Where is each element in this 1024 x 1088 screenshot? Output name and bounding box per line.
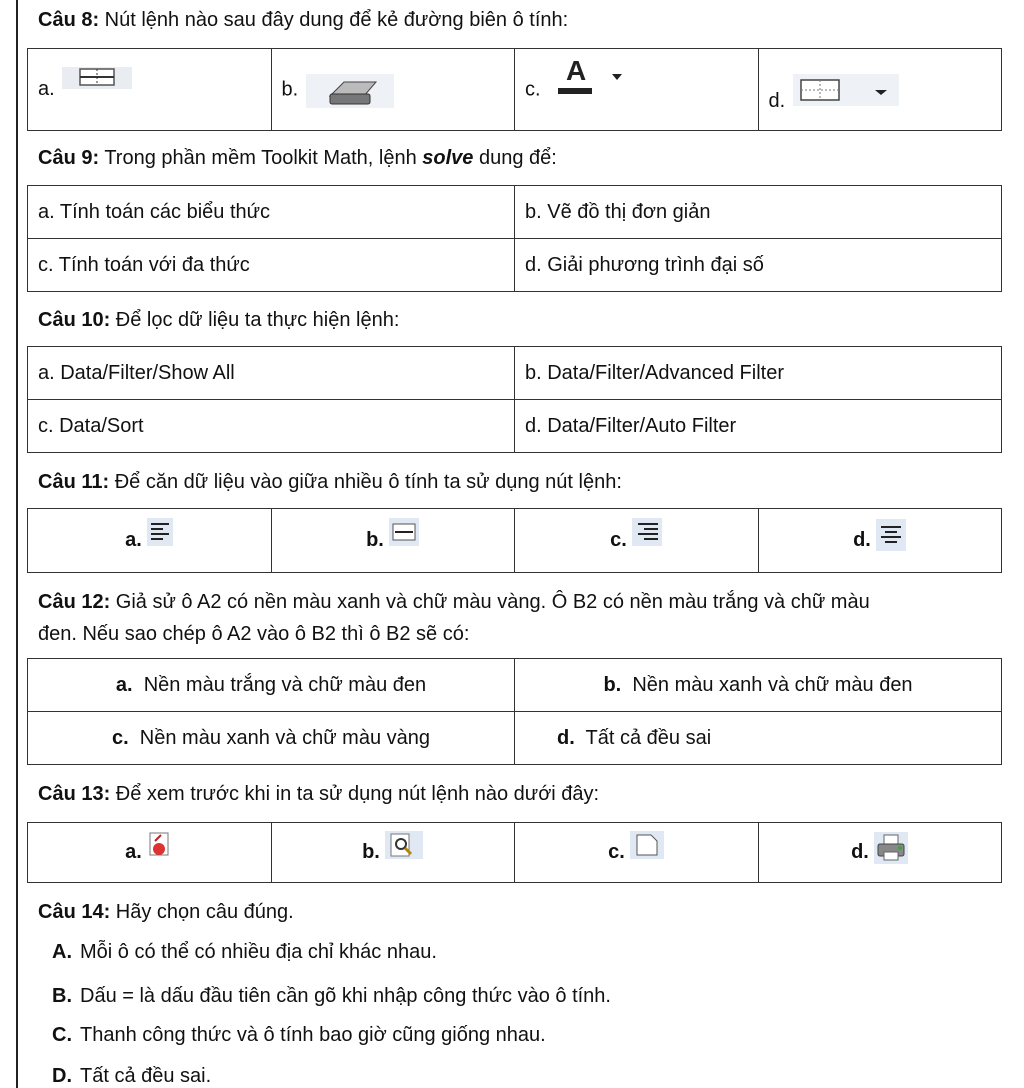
option-d[interactable]: d. <box>758 49 1002 131</box>
print-preview-icon <box>385 831 423 859</box>
option-b[interactable]: b. <box>271 823 515 883</box>
answer-c[interactable]: C. Thanh công thức và ô tính bao giờ cũng giống nhau. <box>52 1024 546 1046</box>
align-center-icon <box>876 519 906 551</box>
question-label: Câu 8: <box>38 9 100 31</box>
option-d[interactable]: d. <box>758 509 1002 573</box>
option-d[interactable]: d. Data/Filter/Auto Filter <box>515 400 1002 453</box>
question-label: Câu 10: <box>38 309 111 331</box>
question-label: Câu 11: <box>38 471 110 493</box>
question-12-options <box>27 658 1002 765</box>
question-9-options <box>27 185 1002 292</box>
option-a[interactable]: a. <box>28 49 272 131</box>
align-left-icon <box>147 518 173 546</box>
option-a[interactable]: a. Data/Filter/Show All <box>28 347 515 400</box>
option-b[interactable]: b. Data/Filter/Advanced Filter <box>515 347 1002 400</box>
question-12-line-2: đen. Nếu sao chép ô A2 vào ô B2 thì ô B2 sẽ có: <box>38 623 470 645</box>
option-c[interactable]: c. Data/Sort <box>28 400 515 453</box>
option-c[interactable]: c. Tính toán với đa thức <box>28 239 515 292</box>
spelling-check-icon <box>147 831 173 859</box>
option-d[interactable]: d. Tất cả đều sai <box>515 712 1002 765</box>
option-c[interactable]: c. <box>515 509 759 573</box>
answer-b[interactable]: B. Dấu = là dấu đầu tiên cần gõ khi nhập công thức vào ô tính. <box>52 985 611 1007</box>
option-a[interactable]: a. <box>28 509 272 573</box>
option-c[interactable]: c. A <box>515 49 759 131</box>
question-label: Câu 9: <box>38 147 100 169</box>
option-a[interactable]: a. Tính toán các biểu thức <box>28 186 515 239</box>
svg-text:A: A <box>566 54 587 86</box>
question-8 <box>38 8 568 32</box>
option-b[interactable]: b. <box>271 509 515 573</box>
answer-a[interactable]: A. Mỗi ô có thể có nhiều địa chỉ khác nhau. <box>52 941 437 963</box>
question-label: Câu 12: <box>38 591 111 613</box>
question-14: Câu 14: Hãy chọn câu đúng. <box>38 901 294 923</box>
question-8-options <box>27 48 1002 131</box>
option-c[interactable]: c. Nền màu xanh và chữ màu vàng <box>28 712 515 765</box>
question-text: Nút lệnh nào sau đây dung để kẻ đường biên ô tính: <box>99 9 569 31</box>
question-label: Câu 14: <box>38 901 111 923</box>
align-right-icon <box>632 518 662 546</box>
question-12: Câu 12: Giả sử ô A2 có nền màu xanh và chữ màu vàng. Ô B2 có nền màu trắng và chữ màu <box>38 591 870 613</box>
printer-icon <box>304 70 396 110</box>
option-a[interactable]: a. <box>28 823 272 883</box>
merge-center-icon <box>60 57 134 93</box>
question-13: Câu 13: Để xem trước khi in ta sử dụng nút lệnh nào dưới đây: <box>38 783 600 805</box>
option-d[interactable]: d. <box>758 823 1002 883</box>
borders-dropdown-icon <box>791 70 901 110</box>
keyword-solve: solve <box>422 147 474 169</box>
option-d[interactable]: d. Giải phương trình đại số <box>515 239 1002 292</box>
option-b[interactable]: b. Vẽ đồ thị đơn giản <box>515 186 1002 239</box>
question-10: Câu 10: Để lọc dữ liệu ta thực hiện lệnh: <box>38 309 400 331</box>
question-11-options <box>27 508 1002 573</box>
question-10-options <box>27 346 1002 453</box>
question-9: Câu 9: Trong phần mềm Toolkit Math, lệnh solve dung để: <box>38 147 557 169</box>
font-color-icon <box>546 54 630 106</box>
question-label: Câu 13: <box>38 783 111 805</box>
question-11: Câu 11: Để căn dữ liệu vào giữa nhiều ô tính ta sử dụng nút lệnh: <box>38 471 622 493</box>
question-13-options <box>27 822 1002 883</box>
option-c[interactable]: c. <box>515 823 759 883</box>
page-left-border <box>16 0 18 1088</box>
answer-d[interactable]: D. Tất cả đều sai. <box>52 1065 212 1087</box>
option-a[interactable]: a. Nền màu trắng và chữ màu đen <box>28 659 515 712</box>
option-b[interactable]: b. Nền màu xanh và chữ màu đen <box>515 659 1002 712</box>
print-icon <box>874 832 908 864</box>
merge-center-icon <box>389 518 419 546</box>
new-document-icon <box>630 831 664 859</box>
option-b[interactable]: b. <box>271 49 515 131</box>
